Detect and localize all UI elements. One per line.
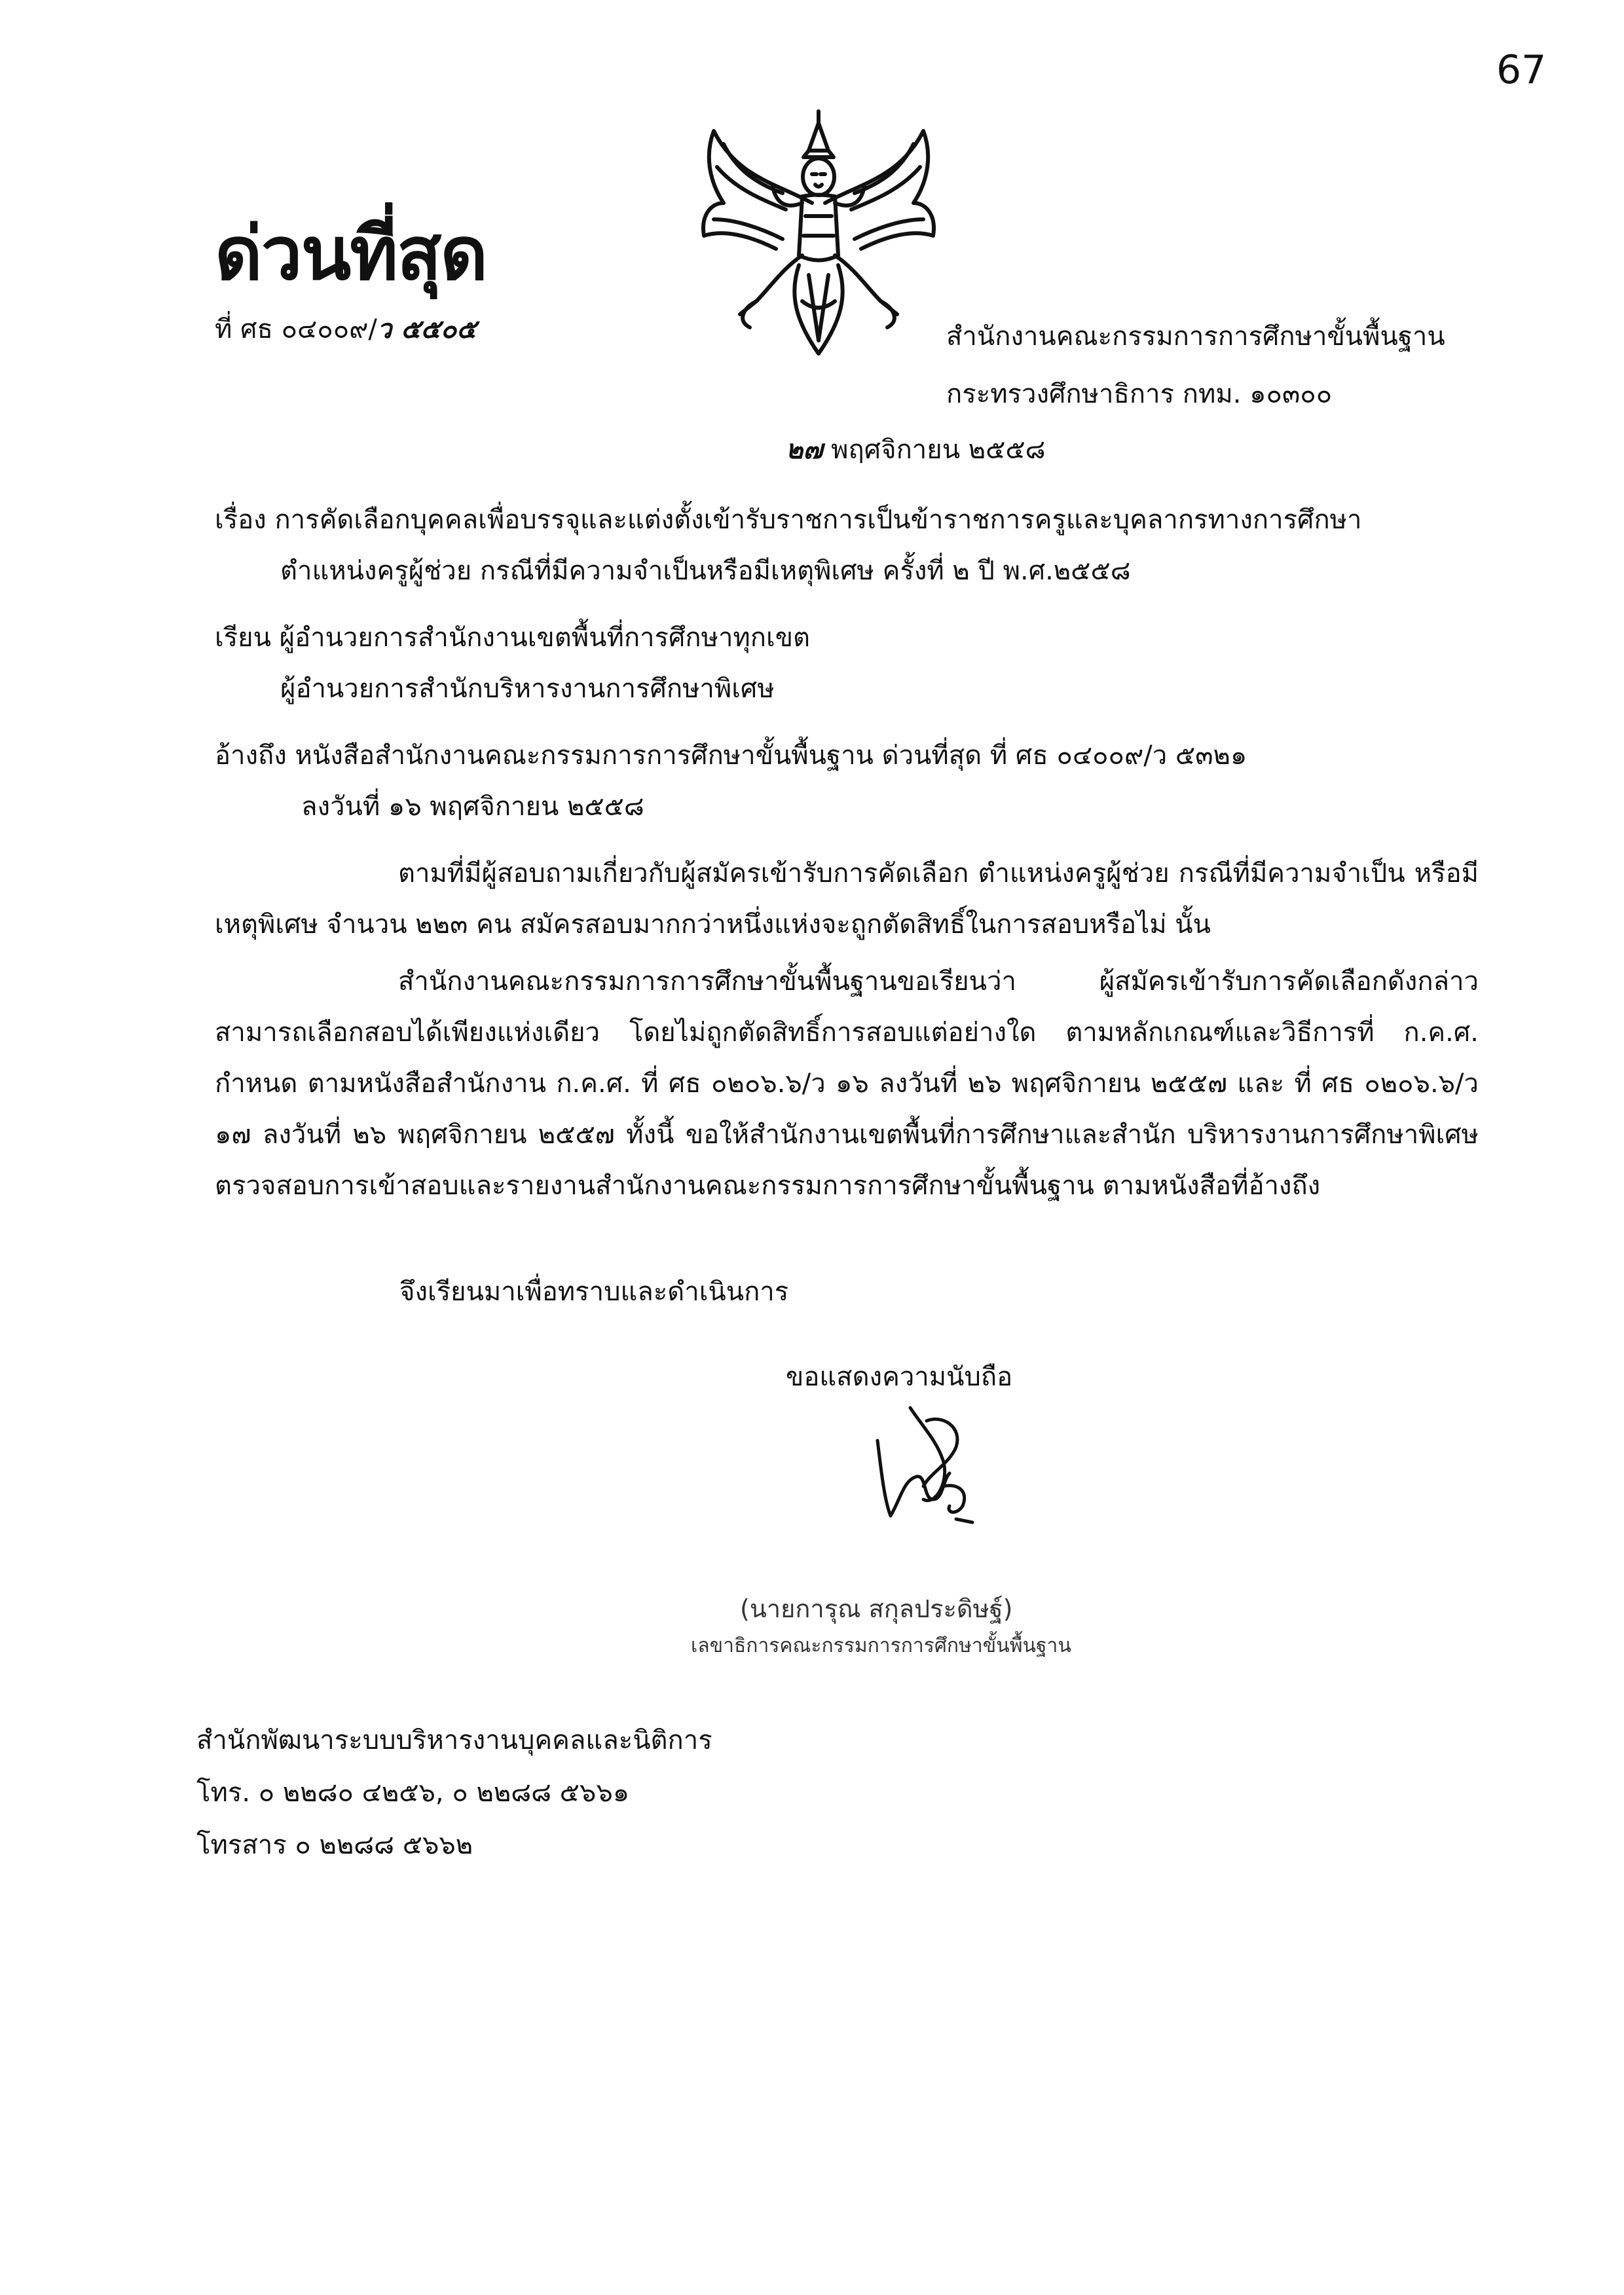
document-date xyxy=(786,428,1046,470)
footer-fax: โทรสาร ๐ ๒๒๘๘ ๕๖๖๒ xyxy=(196,1830,473,1860)
regards-text: ขอแสดงความนับถือ xyxy=(786,1362,1013,1392)
page-number: 67 xyxy=(1496,47,1547,93)
recipient-line-1 xyxy=(215,612,810,663)
agency-address: กระทรวงศึกษาธิการ กทม. ๑๐๓๐๐ xyxy=(946,379,1333,409)
reference-label: อ้างถึง xyxy=(215,741,287,771)
date-day: ๒๗ xyxy=(786,435,823,465)
document-number xyxy=(215,308,477,350)
footer-phone: โทร. ๐ ๒๒๘๐ ๔๒๕๖, ๐ ๒๒๘๘ ๕๖๖๑ xyxy=(196,1778,630,1808)
body-paragraph-2-text: สำนักงานคณะกรรมการการศึกษาขั้นพื้นฐานขอเรียนว่า ผู้สมัครเข้ารับการคัดเลือกดังกล่าว สามารถเลือกสอบได้เพียงแห่งเดียว โดยไม่ถูกตัดสิทธิ์การสอบแต่อย่างใด ตามหลักเกณฑ์และวิธีการที่ ก.ค.ศ. กำหนด ตามหนังสือสำนักงาน ก.ค.ศ. ที่ ศธ ๐๒๐๖.๖/ว ๑๖ ลงวันที่ ๒๖ พฤศจิกายน ๒๕๕๗ และ ที่ ศธ ๐๒๐๖.๖/ว ๑๗ ลงวันที่ ๒๖ พฤศจิกายน ๒๕๕๗ ทั้งนี้ ขอให้สำนักงานเขตพื้นที่การศึกษาและสำนัก บริหารงานการศึกษาพิเศษตรวจสอบการเข้าสอบและรายงานสำนักงานคณะกรรมการการศึกษาขั้นพื้นฐาน ตามหนังสือที่อ้างถึง xyxy=(215,966,1479,1201)
body-paragraph-2 xyxy=(215,956,1479,1211)
recipient-text-2: ผู้อำนวยการสำนักบริหารงานการศึกษาพิเศษ xyxy=(280,674,775,704)
subject-line-1 xyxy=(215,494,1362,545)
signer-name: (นายการุณ สกุลประดิษฐ์) xyxy=(740,1594,1013,1623)
reference-line-1 xyxy=(215,730,1247,781)
body-paragraph-1-text: ตามที่มีผู้สอบถามเกี่ยวกับผู้สมัครเข้ารับการคัดเลือก ตำแหน่งครูผู้ช่วย กรณีที่มีความจำเป็น หรือมีเหตุพิเศษ จำนวน ๒๒๓ คน สมัครสอบมากกว่าหนึ่งแห่งจะถูกตัดสิทธิ์ในการสอบหรือไม่ นั้น xyxy=(215,858,1479,940)
subject-text-1: การคัดเลือกบุคคลเพื่อบรรจุและแต่งตั้งเข้ารับราชการเป็นข้าราชการครูและบุคลากรทางการศึกษา xyxy=(274,505,1362,535)
garuda-emblem-icon xyxy=(678,105,959,367)
agency-block xyxy=(946,308,1445,423)
urgency-heading: ด่วนที่สุด xyxy=(215,211,487,297)
signature-icon xyxy=(864,1401,982,1532)
date-month-year: พฤศจิกายน ๒๕๕๘ xyxy=(831,435,1046,465)
signer-title: เลขาธิการคณะกรรมการการศึกษาขั้นพื้นฐาน xyxy=(691,1634,1071,1657)
document-number-handwritten: ว ๕๕๐๕ xyxy=(377,314,477,344)
reference-text-2: ลงวันที่ ๑๖ พฤศจิกายน ๒๕๕๘ xyxy=(301,792,644,822)
closing-sentence: จึงเรียนมาเพื่อทราบและดำเนินการ xyxy=(399,1277,789,1307)
subject-label: เรื่อง xyxy=(215,505,267,535)
document-number-prefix: ที่ ศธ ๐๔๐๐๙/ xyxy=(215,314,377,344)
recipient-label: เรียน xyxy=(215,623,271,653)
agency-name: สำนักงานคณะกรรมการการศึกษาขั้นพื้นฐาน xyxy=(946,321,1445,352)
subject-text-2: ตำแหน่งครูผู้ช่วย กรณีที่มีความจำเป็นหรือมีเหตุพิเศษ ครั้งที่ ๒ ปี พ.ศ.๒๕๕๘ xyxy=(280,556,1131,586)
body-paragraph-1 xyxy=(215,848,1479,950)
recipient-text-1: ผู้อำนวยการสำนักงานเขตพื้นที่การศึกษาทุกเขต xyxy=(279,623,811,653)
footer-office: สำนักพัฒนาระบบบริหารงานบุคคลและนิติการ xyxy=(196,1725,712,1755)
reference-text-1: หนังสือสำนักงานคณะกรรมการการศึกษาขั้นพื้นฐาน ด่วนที่สุด ที่ ศธ ๐๔๐๐๙/ว ๕๓๒๑ xyxy=(295,741,1247,771)
